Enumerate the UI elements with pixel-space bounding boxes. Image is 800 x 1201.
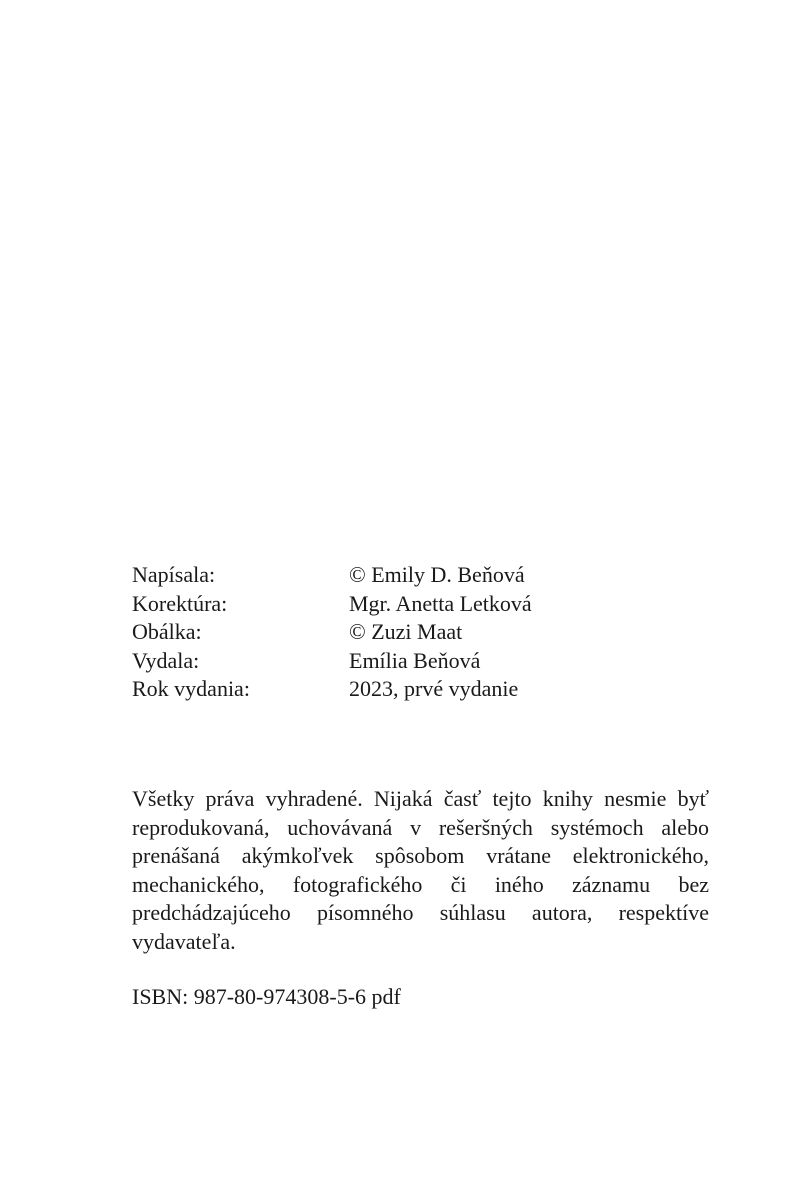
rights-notice: Všetky práva vyhradené. Nijaká časť tejto knihy nesmie byť reprodukovaná, uchovávaná v rešeršných systémoch alebo prenášaná akýmkoľvek spôsobom vrátane elektronického, mechanického, fotografického či iného záznamu bez predchádzajúceho písomného súhlasu autora, respektíve vydavateľa. bbox=[132, 786, 709, 954]
credit-value: © Zuzi Maat bbox=[349, 619, 463, 644]
credit-label: Korektúra: bbox=[132, 590, 228, 616]
credit-row-proofreading bbox=[132, 590, 692, 619]
credit-row-author bbox=[132, 561, 692, 590]
credit-value: 2023, prvé vydanie bbox=[349, 676, 519, 701]
credit-value: Emília Beňová bbox=[349, 647, 481, 673]
credit-row-cover bbox=[132, 618, 692, 647]
credits-block bbox=[132, 561, 692, 704]
credit-label: Vydala: bbox=[132, 647, 200, 673]
credit-label: Napísala: bbox=[132, 562, 216, 587]
credit-row-publisher bbox=[132, 647, 692, 676]
credit-value: Mgr. Anetta Letková bbox=[349, 590, 532, 616]
credit-row-year bbox=[132, 675, 692, 704]
credit-value: © Emily D. Beňová bbox=[349, 562, 525, 587]
credit-label: Obálka: bbox=[132, 619, 202, 644]
credit-label: Rok vydania: bbox=[132, 676, 250, 701]
isbn-line: ISBN: 987-80-974308-5-6 pdf bbox=[132, 984, 401, 1009]
